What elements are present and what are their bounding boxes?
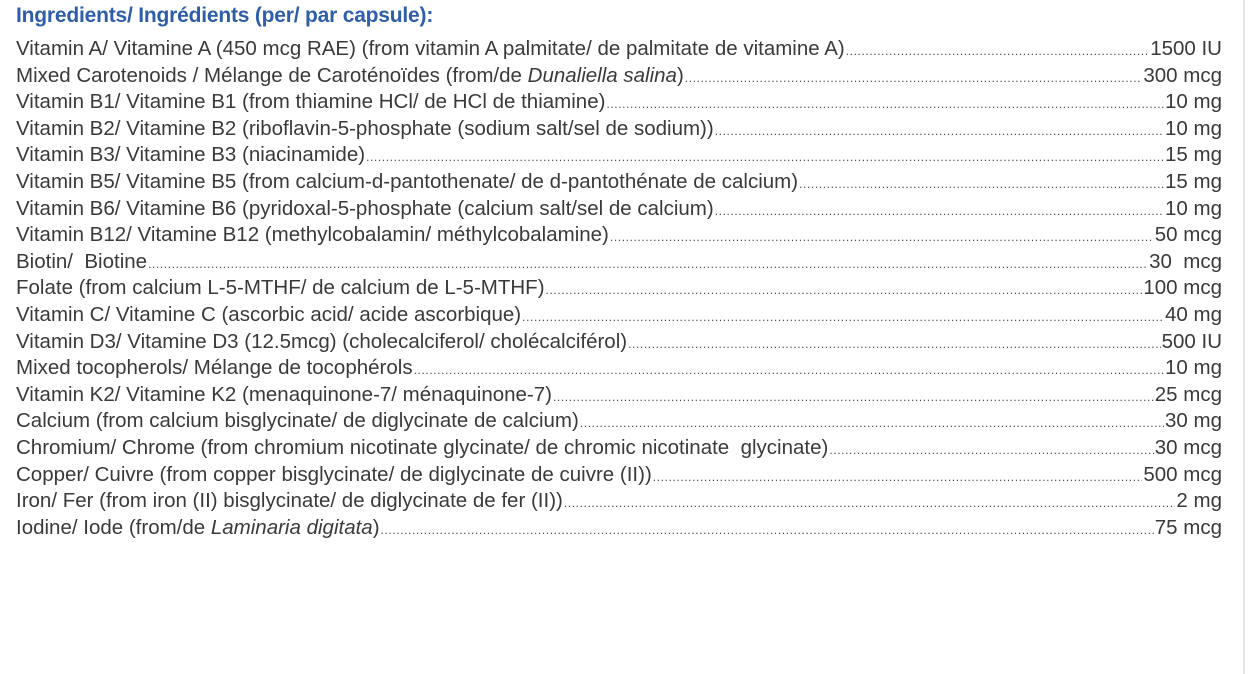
ingredient-name: Chromium/ Chrome (from chromium nicotinate glycinate/ de chromic nicotinate glycinate) [16,435,829,459]
dot-leader [715,118,1164,143]
dot-leader [606,91,1164,116]
ingredient-row [16,89,1222,116]
dot-leader [846,38,1149,63]
ingredient-amount: 500 IU [1161,329,1222,353]
ingredient-row [16,249,1222,276]
dot-leader [653,464,1143,489]
ingredient-row [16,435,1222,462]
ingredient-amount: 15 mg [1165,143,1222,167]
dot-leader [148,251,1148,276]
ingredient-name: Vitamin A/ Vitamine A (450 mcg RAE) (from vitamin A palmitate/ de palmitate de vitamine A) [16,37,845,60]
ingredient-name: Vitamin B6/ Vitamine B6 (pyridoxal-5-phosphate (calcium salt/sel de calcium) [16,196,714,220]
ingredient-amount: 10 mg [1165,116,1222,140]
ingredient-amount: 30 mcg [1154,435,1222,459]
ingredient-amount: 10 mg [1165,356,1222,380]
ingredient-amount: 30 mg [1165,409,1222,433]
ingredient-name [16,515,380,542]
ingredient-row [16,275,1222,302]
ingredient-amount: 25 mcg [1154,382,1222,406]
dot-leader [546,277,1143,302]
ingredient-row [16,488,1222,515]
dot-leader [522,304,1164,329]
ingredient-name: Vitamin B5/ Vitamine B5 (from calcium-d-pantothenate/ de d-pantothénate de calcium) [16,169,799,193]
ingredient-row [16,142,1222,169]
dot-leader [628,331,1161,356]
ingredient-row [16,302,1222,329]
ingredient-name-text: Iodine/ Iode (from/de [16,515,211,539]
ingredient-row [16,355,1222,382]
ingredient-row [16,63,1222,90]
ingredient-amount: 75 mcg [1154,515,1222,539]
ingredient-name: Vitamin B3/ Vitamine B3 (niacinamide) [16,143,366,167]
ingredients-list [16,36,1222,541]
ingredient-name: Iron/ Fer (from iron (II) bisglycinate/ de diglycinate de fer (II)) [16,489,563,513]
ingredient-amount: 15 mg [1165,169,1222,193]
ingredient-name: Vitamin B1/ Vitamine B1 (from thiamine HCl/ de HCl de thiamine) [16,90,606,114]
ingredient-amount: 40 mg [1165,302,1222,326]
ingredient-row [16,196,1222,223]
ingredient-row [16,36,1222,63]
ingredient-name: Vitamin B12/ Vitamine B12 (methylcobalamin/ méthylcobalamine) [16,223,609,247]
ingredient-amount: 30 mcg [1149,249,1222,273]
ingredient-source-species: Laminaria digitata [210,515,373,539]
ingredient-name-text: Mixed Carotenoids / Mélange de Caroténoïdes (from/de [16,63,528,87]
dot-leader [799,171,1164,196]
ingredient-name: Copper/ Cuivre (from copper bisglycinate/ de diglycinate de cuivre (II)) [16,462,652,486]
ingredient-row [16,329,1222,356]
ingredient-row [16,222,1222,249]
ingredient-name: Vitamin B2/ Vitamine B2 (riboflavin-5-phosphate (sodium salt/sel de sodium)) [16,116,714,140]
ingredient-row [16,515,1222,542]
ingredients-heading: Ingredients/ Ingrédients (per/ par capsule): [16,4,434,27]
dot-leader [685,65,1143,90]
ingredient-row [16,382,1222,409]
ingredient-amount: 10 mg [1165,196,1222,220]
ingredient-amount: 100 mcg [1143,276,1222,300]
ingredient-amount: 10 mg [1165,90,1222,114]
ingredient-name [16,63,684,90]
dot-leader [715,198,1164,223]
dot-leader [610,224,1154,249]
ingredient-name: Biotin/ Biotine [16,249,148,273]
ingredient-row [16,169,1222,196]
ingredient-name: Calcium (from calcium bisglycinate/ de diglycinate de calcium) [16,409,579,433]
ingredient-amount: 2 mg [1176,489,1222,513]
ingredient-amount: 1500 IU [1150,37,1222,60]
ingredient-name: Vitamin K2/ Vitamine K2 (menaquinone-7/ ménaquinone-7) [16,382,552,406]
dot-leader [381,517,1154,542]
ingredient-source-species: Dunaliella salina [527,63,677,87]
ingredient-name-text: ) [372,515,380,539]
dot-leader [829,437,1153,462]
ingredient-amount: 500 mcg [1143,462,1222,486]
page-edge-divider [1243,0,1245,674]
ingredient-name: Vitamin D3/ Vitamine D3 (12.5mcg) (cholecalciferol/ cholécalciférol) [16,329,628,353]
ingredient-name: Mixed tocopherols/ Mélange de tocophérols [16,356,413,380]
ingredient-name: Folate (from calcium L-5-MTHF/ de calcium de L-5-MTHF) [16,276,545,300]
ingredient-name-text: ) [676,63,684,87]
dot-leader [564,490,1176,515]
ingredient-row [16,408,1222,435]
ingredient-amount: 300 mcg [1143,63,1222,87]
ingredient-row [16,116,1222,143]
dot-leader [366,144,1164,169]
ingredient-amount: 50 mcg [1154,223,1222,247]
dot-leader [580,410,1164,435]
ingredient-row [16,462,1222,489]
ingredient-name: Vitamin C/ Vitamine C (ascorbic acid/ acide ascorbique) [16,302,522,326]
dot-leader [414,357,1164,382]
dot-leader [553,384,1154,409]
